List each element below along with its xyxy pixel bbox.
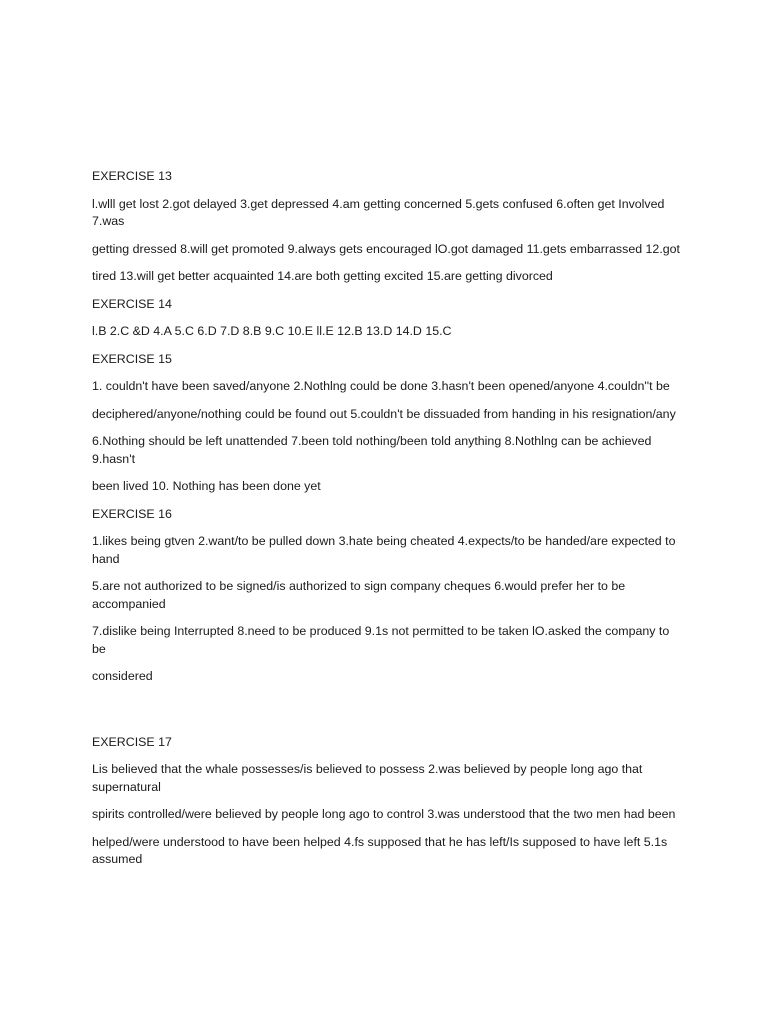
exercise-13-heading: EXERCISE 13 — [92, 169, 172, 183]
exercise-16-line-1: 1.likes being gtven 2.want/to be pulled down 3.hate being cheated 4.expects/to be handed/are expected to hand — [92, 534, 676, 566]
exercise-14-heading: EXERCISE 14 — [92, 296, 172, 311]
exercise-16-line-4: considered — [92, 669, 153, 683]
exercise-17-line-1: Lis believed that the whale possesses/is believed to possess 2.was believed by people long ago that supernatural — [92, 762, 643, 794]
exercise-16-line-3: 7.dislike being Interrupted 8.need to be produced 9.1s not permitted to be taken lO.asked the company to be — [92, 624, 670, 656]
exercise-17-line-2: spirits controlled/were believed by people long ago to control 3.was understood that the two men had been — [92, 807, 676, 821]
document-body — [92, 168, 682, 879]
blank-gap — [92, 696, 682, 734]
exercise-15-line-1: 1. couldn't have been saved/anyone 2.Nothlng could be done 3.hasn't been opened/anyone 4.couldn''t be — [92, 379, 670, 393]
exercise-17-heading: EXERCISE 17 — [92, 734, 172, 749]
exercise-17-line-3: helped/were understood to have been helped 4.fs supposed that he has left/Is supposed to have left 5.1s assumed — [92, 834, 668, 866]
exercise-15-line-2: deciphered/anyone/nothing could be found out 5.couldn't be dissuaded from handing in his resignation/any — [92, 406, 676, 421]
exercise-13-line-1: l.wlll get lost 2.got delayed 3.get depressed 4.am getting concerned 5.gets confused 6.often get Involved 7.was — [92, 196, 665, 228]
exercise-15-line-3: 6.Nothing should be left unattended 7.been told nothing/been told anything 8.Nothlng can be achieved 9.hasn't — [92, 434, 652, 466]
exercise-14-line-1: l.B 2.C &D 4.A 5.C 6.D 7.D 8.B 9.C 10.E ll.E 12.B 13.D 14.D 15.C — [92, 324, 452, 338]
exercise-16-heading: EXERCISE 16 — [92, 506, 172, 521]
exercise-15-line-4: been lived 10. Nothing has been done yet — [92, 479, 321, 493]
exercise-13-line-3: tired 13.will get better acquainted 14.are both getting excited 15.are getting divorced — [92, 269, 553, 283]
exercise-16-line-2: 5.are not authorized to be signed/is authorized to sign company cheques 6.would prefer her to be accompanied — [92, 579, 626, 611]
exercise-13-line-2: getting dressed 8.will get promoted 9.always gets encouraged lO.got damaged 11.gets embarrassed 12.got — [92, 241, 680, 256]
exercise-15-heading: EXERCISE 15 — [92, 351, 172, 366]
